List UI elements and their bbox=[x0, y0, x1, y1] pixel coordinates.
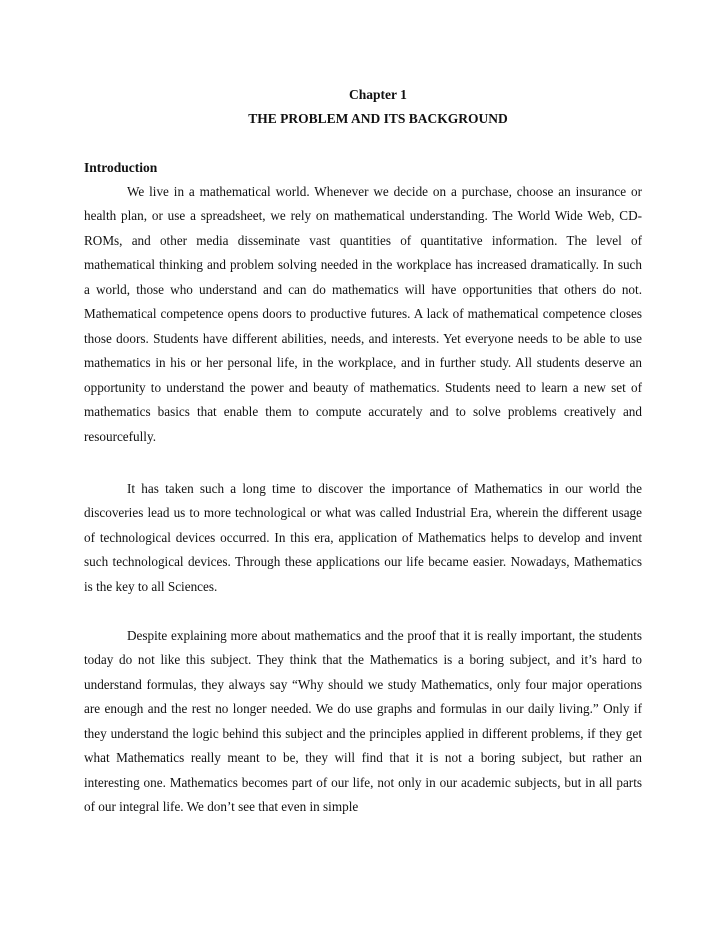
section-heading-introduction: Introduction bbox=[84, 160, 158, 175]
body-paragraph-3: Despite explaining more about mathematics and the proof that it is really important, the students today do not like this subject. They think that the Mathematics is a boring subject, and it’s hard to understand formulas, they always say “Why should we study Mathematics, only four major operations are enough and the rest no longer needed. We do use graphs and formulas in our daily living.” Only if they understand the logic behind this subject and the principles applied in different problems, if they get what Mathematics really meant to be, they will find that it is not a boring subject, but rather an interesting one. Mathematics becomes part of our life, not only in our academic subjects, but in all parts of our integral life. We don’t see that even in simple bbox=[84, 628, 642, 815]
body-paragraph-1: We live in a mathematical world. Whenever we decide on a purchase, choose an insurance or health plan, or use a spreadsheet, we rely on mathematical understanding. The World Wide Web, CD-ROMs, and other media disseminate vast quantities of quantitative information. The level of mathematical thinking and problem solving needed in the workplace has increased dramatically. In such a world, those who understand and can do mathematics will have opportunities that others do not. Mathematical competence opens doors to productive futures. A lack of mathematical competence closes those doors. Students have different abilities, needs, and interests. Yet everyone needs to be able to use mathematics in his or her personal life, in the workplace, and in further study. All students deserve an opportunity to understand the power and beauty of mathematics. Students need to learn a new set of mathematics basics that enable them to compute accurately and to solve problems creatively and resourcefully. bbox=[84, 184, 642, 444]
chapter-label: Chapter 1 bbox=[349, 87, 407, 102]
chapter-title: THE PROBLEM AND ITS BACKGROUND bbox=[248, 111, 508, 126]
body-paragraph-2: It has taken such a long time to discover the importance of Mathematics in our world the discoveries lead us to more technological or what was called Industrial Era, wherein the different usage of technological devices occurred. In this era, application of Mathematics helps to develop and invent such technological devices. Through these applications our life became easier. Nowadays, Mathematics is the key to all Sciences. bbox=[84, 481, 642, 594]
